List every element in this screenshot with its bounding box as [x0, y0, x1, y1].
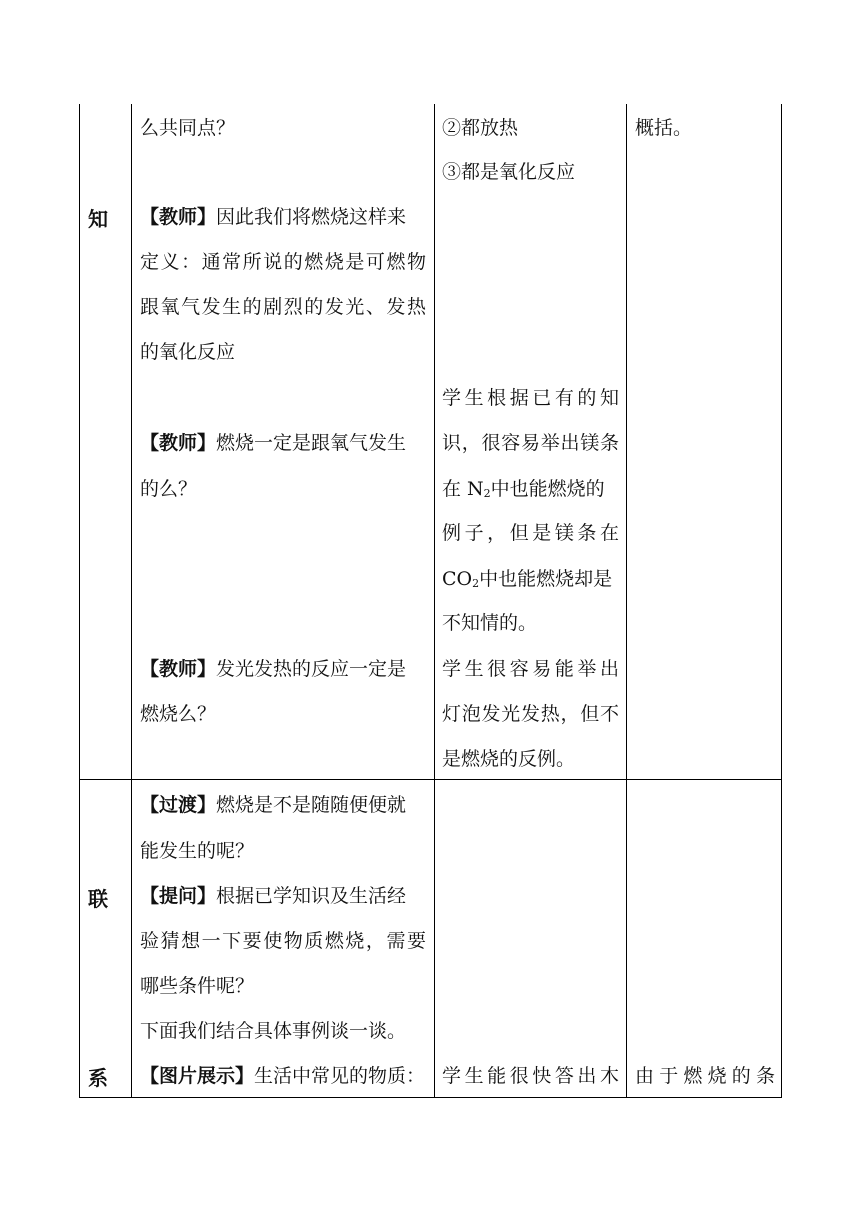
- table-divider-col2: [434, 104, 435, 1098]
- student-answer-1-line-5-a: CO: [442, 568, 473, 590]
- design-intent-line-1: 概括。: [635, 117, 693, 139]
- student-answer-1-line-5: [442, 570, 612, 589]
- teacher-question-3-line-1: [140, 660, 406, 679]
- question-line-3: 哪些条件呢？: [140, 975, 255, 997]
- row-label-lian: 联: [88, 887, 108, 911]
- teacher-question-3-line-2: 燃烧么？: [140, 703, 217, 725]
- student-answer-1-line-1: 学生根据已有的知: [442, 387, 619, 409]
- row-label-xi: 系: [88, 1066, 108, 1090]
- teacher-tag-3: 【教师】: [140, 658, 217, 680]
- table-border-left: [79, 104, 80, 1098]
- table-border-right: [781, 104, 782, 1098]
- teacher-definition-line-2: 定义：通常所说的燃烧是可燃物: [140, 251, 426, 273]
- student-point-3: ③都是氧化反应: [442, 161, 576, 183]
- table-row-divider: [79, 779, 782, 780]
- transition-line-2: 能发生的呢？: [140, 840, 255, 862]
- student-answer-1-line-3-a: 在 N: [442, 478, 484, 500]
- design-intent-line-2: 由于燃烧的条: [635, 1065, 775, 1087]
- row-label-zhi: 知: [88, 207, 108, 231]
- teacher-question-2-line-2: 的么？: [140, 478, 198, 500]
- picture-show-text: 生活中常见的物质：: [254, 1065, 426, 1087]
- table-divider-col1: [131, 104, 132, 1098]
- table-border-bottom: [79, 1097, 782, 1098]
- teacher-content-line-1: 么共同点？: [140, 117, 236, 139]
- student-answer-2-line-3: 是燃烧的反例。: [442, 748, 576, 770]
- carbon-dioxide-subscript: 2: [472, 577, 480, 590]
- question-line-1: [140, 887, 406, 906]
- student-answer-1-line-4: 例子，但是镁条在: [442, 522, 619, 544]
- nitrogen-subscript: 2: [483, 487, 491, 500]
- discussion-line: 下面我们结合具体事例谈一谈。: [140, 1020, 407, 1042]
- student-answer-1-line-2: 识，很容易举出镁条: [442, 432, 619, 454]
- teacher-definition-line-3: 跟氧气发生的剧烈的发光、发热: [140, 296, 426, 318]
- student-answer-1-line-3-b: 中也能燃烧的: [490, 478, 605, 500]
- picture-show-line: [140, 1067, 425, 1086]
- teacher-definition-text-1: 因此我们将燃烧这样来: [216, 206, 407, 228]
- student-answer-1-line-3: [442, 480, 605, 499]
- transition-line-1: [140, 796, 406, 815]
- teacher-definition-line-4: 的氧化反应: [140, 341, 236, 363]
- transition-text: 燃烧是不是随随便便就: [216, 794, 407, 816]
- teacher-question-3-text: 发光发热的反应一定是: [216, 658, 407, 680]
- student-answer-3-line-1: 学生能很快答出木: [442, 1065, 619, 1087]
- teacher-tag-2: 【教师】: [140, 432, 217, 454]
- teacher-question-2-text: 燃烧一定是跟氧气发生: [216, 432, 407, 454]
- student-answer-1-line-5-b: 中也能燃烧却是: [479, 568, 613, 590]
- picture-show-tag: 【图片展示】: [140, 1065, 255, 1087]
- teacher-tag-1: 【教师】: [140, 206, 217, 228]
- student-point-2: ②都放热: [442, 117, 519, 139]
- teacher-question-2-line-1: [140, 434, 406, 453]
- question-tag: 【提问】: [140, 885, 217, 907]
- student-answer-2-line-1: 学生很容易能举出: [442, 658, 619, 680]
- table-divider-col3: [626, 104, 627, 1098]
- student-answer-1-line-6: 不知情的。: [442, 612, 538, 634]
- question-line-2: 验猜想一下要使物质燃烧，需要: [140, 930, 426, 952]
- question-text: 根据已学知识及生活经: [216, 885, 407, 907]
- teacher-definition-line-1: [140, 208, 406, 227]
- transition-tag: 【过渡】: [140, 794, 217, 816]
- student-answer-2-line-2: 灯泡发光发热，但不: [442, 703, 619, 725]
